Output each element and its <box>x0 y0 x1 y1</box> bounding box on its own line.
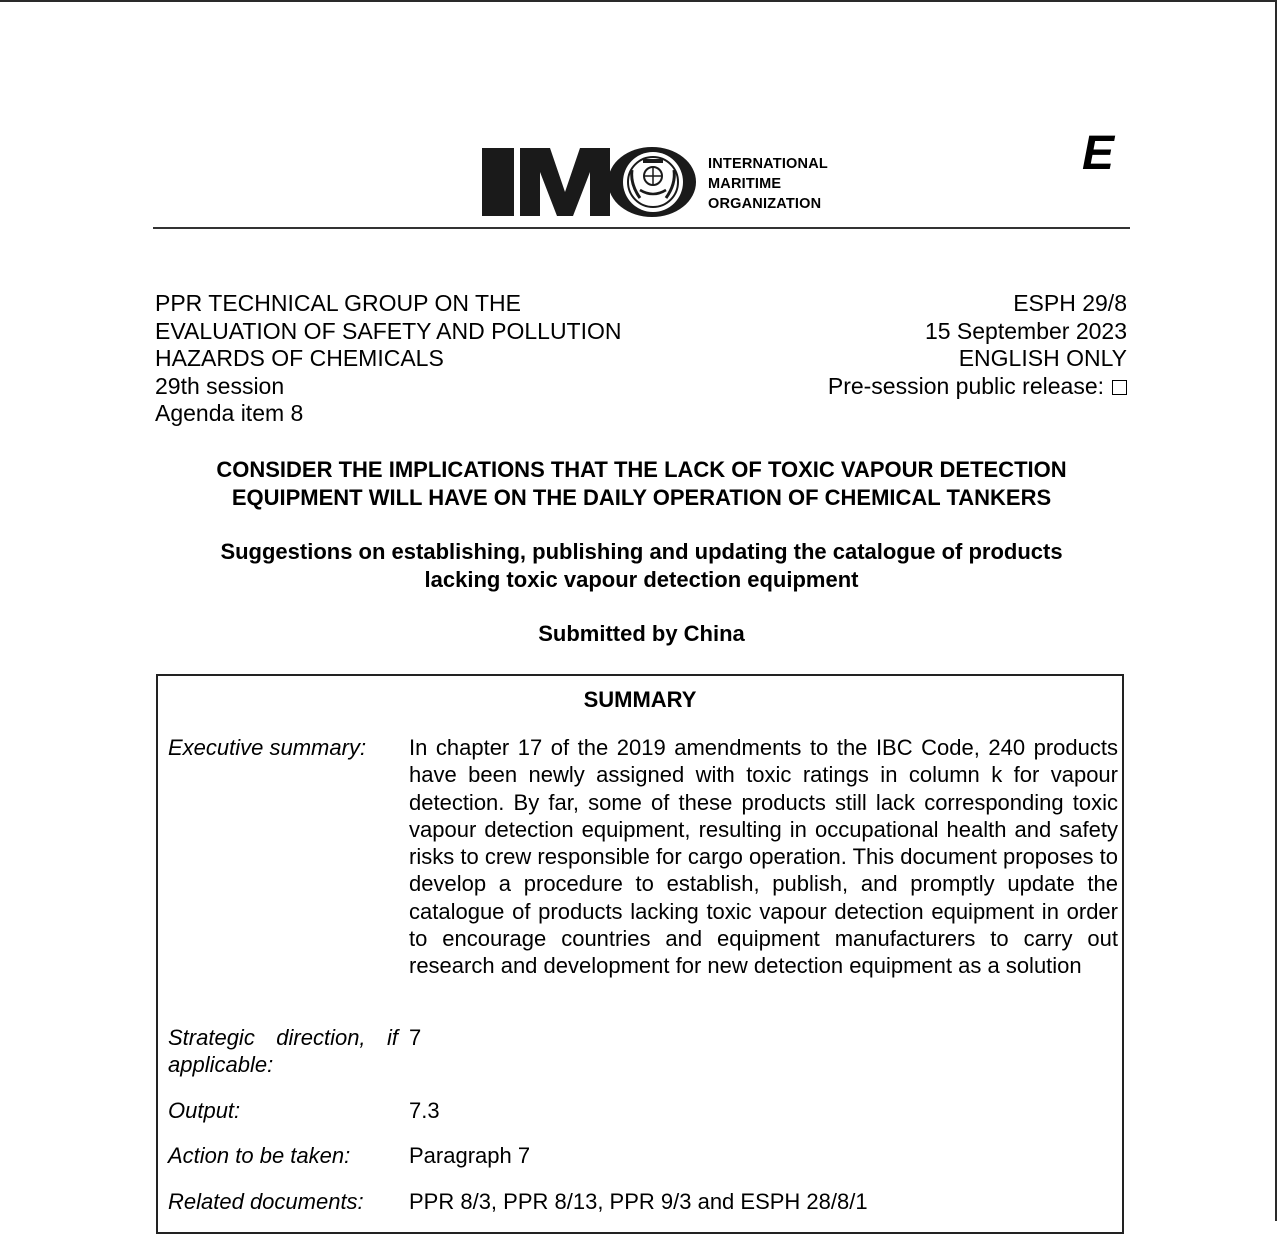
summary-box <box>156 674 1124 1234</box>
agenda-line: Agenda item 8 <box>155 400 304 426</box>
release-status <box>828 373 1127 401</box>
submitted-by: Submitted by China <box>538 621 745 646</box>
executive-summary-text: In chapter 17 of the 2019 amendments to the IBC Code, 240 products have been newly assigned with toxic ratings in column k for vapour detection. By far, some of these products still lack corresponding toxic vapour detection equipment, resulting in occupational health and safety risks to crew responsible for cargo operation. This document proposes to develop a procedure to establish, publish, and promptly update the catalogue of products lacking toxic vapour detection equipment in order to encourage countries and equipment manufacturers to carry out research and development for new detection equipment as a solution <box>409 735 1118 979</box>
related-documents-label: Related documents: <box>168 1189 364 1214</box>
session-line: 29th session <box>155 372 285 399</box>
imo-logo <box>480 146 700 218</box>
related-documents-value: PPR 8/3, PPR 8/13, PPR 9/3 and ESPH 28/8/1 <box>409 1189 868 1214</box>
subtitle-line: lacking toxic vapour detection equipment <box>424 567 859 592</box>
organization-name <box>708 154 828 214</box>
language-letter: E <box>1082 127 1115 180</box>
title-line: CONSIDER THE IMPLICATIONS THAT THE LACK OF TOXIC VAPOUR DETECTION <box>216 457 1067 482</box>
title-line: EQUIPMENT WILL HAVE ON THE DAILY OPERATION OF CHEMICAL TANKERS <box>231 485 1052 510</box>
document-language: ENGLISH ONLY <box>958 345 1127 371</box>
org-name-line: MARITIME <box>708 176 782 192</box>
document-title <box>140 456 1143 512</box>
release-checkbox[interactable] <box>1112 380 1127 395</box>
subtitle-line: Suggestions on establishing, publishing and updating the catalogue of products <box>220 539 1063 564</box>
org-name-line: ORGANIZATION <box>708 196 822 212</box>
committee-line: PPR TECHNICAL GROUP ON THE <box>155 290 521 316</box>
org-name-line: INTERNATIONAL <box>708 156 828 172</box>
executive-summary-label: Executive summary: <box>168 735 367 760</box>
committee-line: EVALUATION OF SAFETY AND POLLUTION <box>155 317 622 344</box>
summary-heading: SUMMARY <box>583 687 697 712</box>
document-info <box>828 290 1127 400</box>
output-label: Output: <box>168 1098 241 1123</box>
release-label: Pre-session public release: <box>827 372 1104 399</box>
committee-line: HAZARDS OF CHEMICALS <box>155 345 444 371</box>
action-label: Action to be taken: <box>168 1143 351 1168</box>
strategic-direction-label: Strategic direction, if applicable: <box>168 1025 398 1078</box>
header-divider <box>153 227 1130 229</box>
document-date: 15 September 2023 <box>924 317 1127 344</box>
action-value: Paragraph 7 <box>409 1143 531 1168</box>
strategic-direction-value: 7 <box>409 1025 422 1050</box>
document-number: ESPH 29/8 <box>1013 290 1127 316</box>
document-header <box>0 0 1277 230</box>
document-subtitle <box>140 538 1143 594</box>
output-value: 7.3 <box>409 1098 440 1123</box>
imo-logo-mark <box>480 146 700 218</box>
committee-info <box>155 290 622 428</box>
